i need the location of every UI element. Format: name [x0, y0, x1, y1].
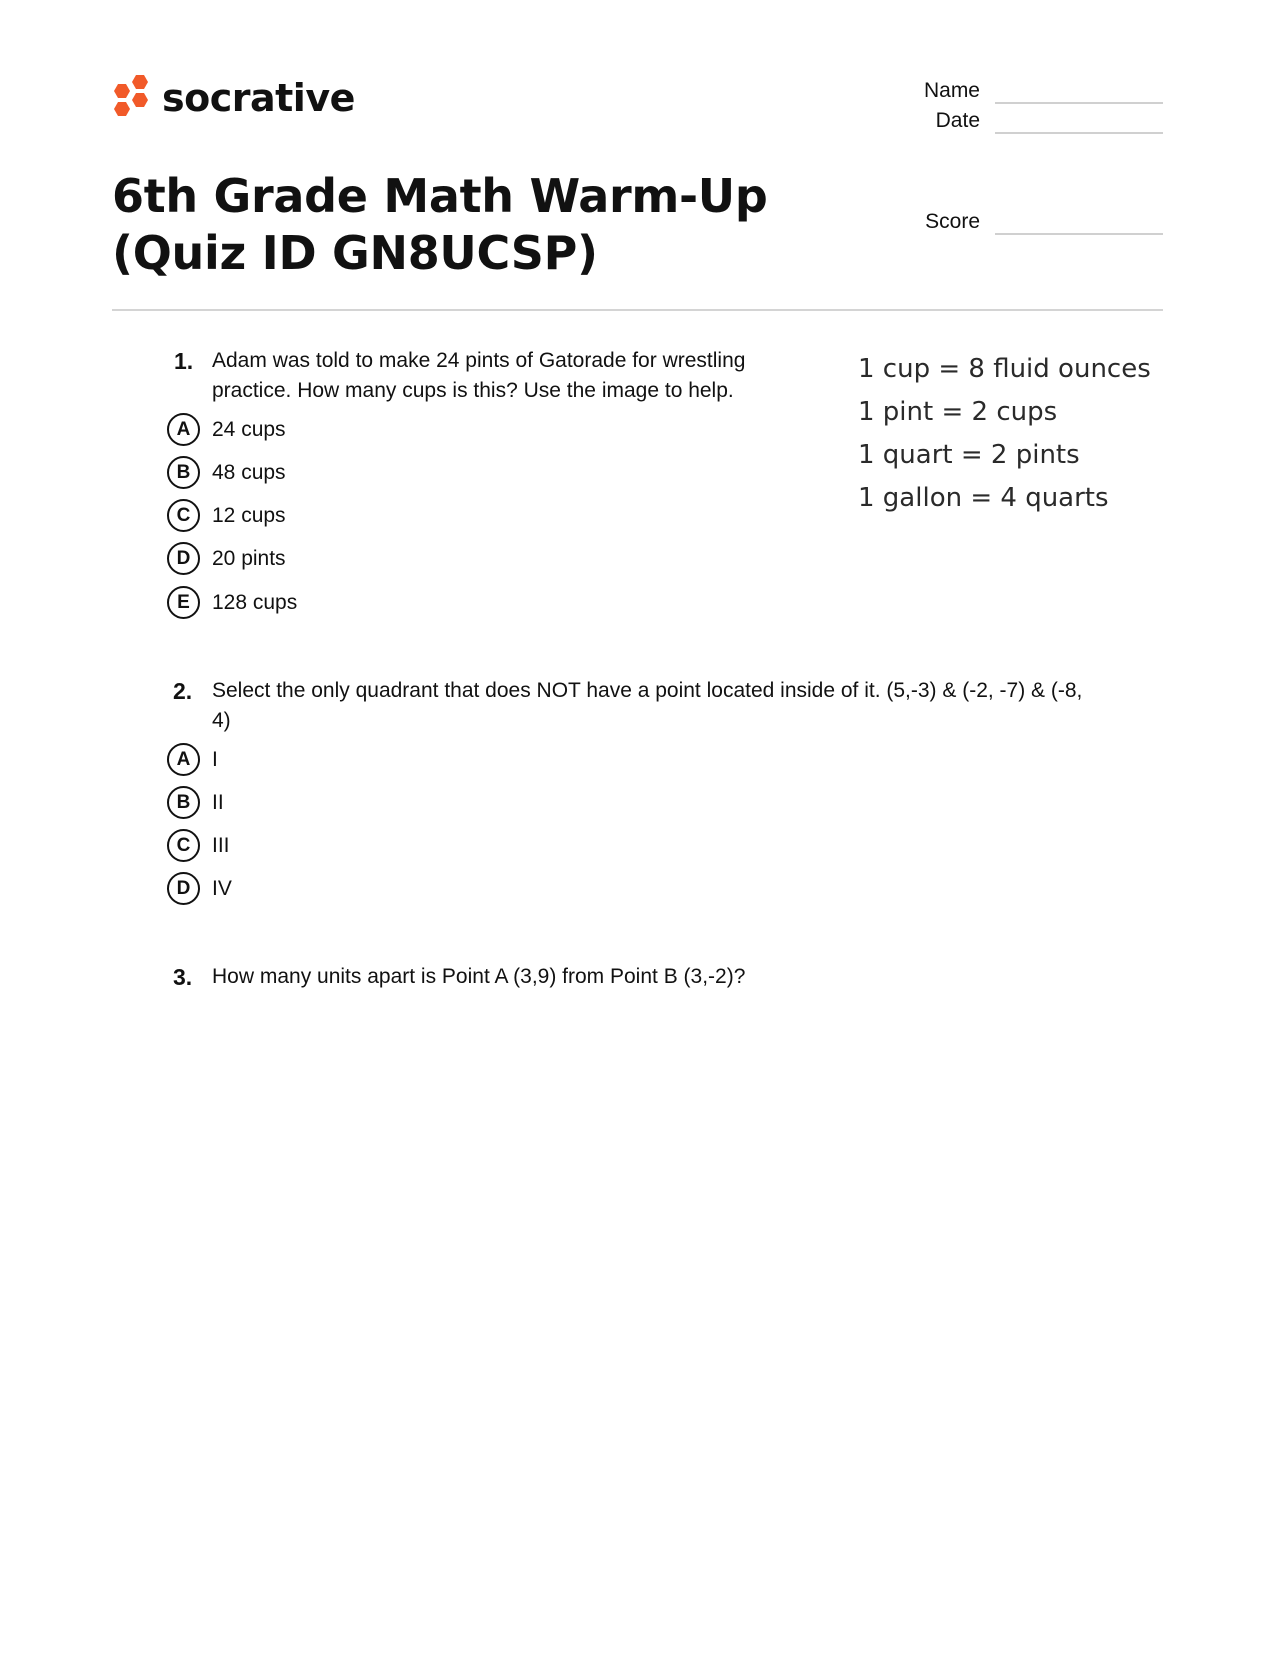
name-field[interactable]: [890, 80, 1163, 101]
option-letter-circle[interactable]: D: [167, 542, 200, 575]
conversion-line: 1 gallon = 4 quarts: [858, 483, 1109, 513]
conversion-line: 1 pint = 2 cups: [858, 397, 1058, 427]
option-d[interactable]: [167, 541, 286, 575]
option-text: III: [212, 833, 230, 857]
option-letter-circle[interactable]: A: [167, 743, 200, 776]
date-blank-line[interactable]: [995, 132, 1163, 134]
name-blank-line[interactable]: [995, 102, 1163, 104]
option-b[interactable]: [167, 785, 224, 819]
option-e[interactable]: [167, 585, 297, 619]
option-a[interactable]: [167, 412, 286, 446]
question-text-line: practice. How many cups is this? Use the image to help.: [212, 379, 734, 402]
date-field[interactable]: [890, 110, 1163, 131]
question-text: [212, 346, 832, 406]
question-text: [212, 676, 1172, 736]
score-field[interactable]: [890, 211, 1163, 232]
option-a[interactable]: [167, 742, 218, 776]
option-text: 128 cups: [212, 590, 298, 614]
socrative-logo: [112, 72, 355, 124]
option-text: 12 cups: [212, 503, 286, 527]
header-divider: [112, 309, 1163, 311]
question-text-line: 4): [212, 709, 231, 732]
option-letter-circle[interactable]: C: [167, 829, 200, 862]
conversion-line: 1 cup = 8 fluid ounces: [858, 354, 1151, 384]
question-text-line: Select the only quadrant that does NOT have a point located inside of it. (5,-3) & (-2, -7) & (-8,: [212, 679, 1083, 702]
question-number: 1.: [174, 348, 194, 374]
option-letter-circle[interactable]: B: [167, 456, 200, 489]
score-label: Score: [925, 210, 980, 233]
option-c[interactable]: [167, 828, 230, 862]
option-d[interactable]: [167, 871, 232, 905]
option-text: 24 cups: [212, 417, 286, 441]
option-text: II: [212, 790, 224, 814]
option-letter-circle[interactable]: C: [167, 499, 200, 532]
question-number: 3.: [173, 964, 193, 990]
option-letter-circle[interactable]: D: [167, 872, 200, 905]
option-text: IV: [212, 876, 232, 900]
page-title: 6th Grade Math Warm-Up (Quiz ID GN8UCSP): [112, 169, 768, 280]
option-text: 48 cups: [212, 460, 286, 484]
option-text: 20 pints: [212, 546, 286, 570]
score-blank-line[interactable]: [995, 233, 1163, 235]
option-text: I: [212, 747, 218, 771]
option-b[interactable]: [167, 455, 286, 489]
brand-name: socrative: [162, 76, 355, 120]
option-letter-circle[interactable]: E: [167, 586, 200, 619]
date-label: Date: [935, 109, 980, 132]
unit-conversion-image: [858, 348, 1151, 520]
option-letter-circle[interactable]: A: [167, 413, 200, 446]
question-text: [212, 962, 1172, 992]
hexagon-cluster-icon: [112, 73, 150, 123]
question-number: 2.: [173, 678, 193, 704]
option-letter-circle[interactable]: B: [167, 786, 200, 819]
conversion-line: 1 quart = 2 pints: [858, 440, 1080, 470]
name-label: Name: [923, 79, 980, 102]
question-text-line: Adam was told to make 24 pints of Gatorade for wrestling: [212, 349, 746, 372]
option-c[interactable]: [167, 498, 286, 532]
question-text-line: How many units apart is Point A (3,9) from Point B (3,-2)?: [212, 965, 746, 988]
